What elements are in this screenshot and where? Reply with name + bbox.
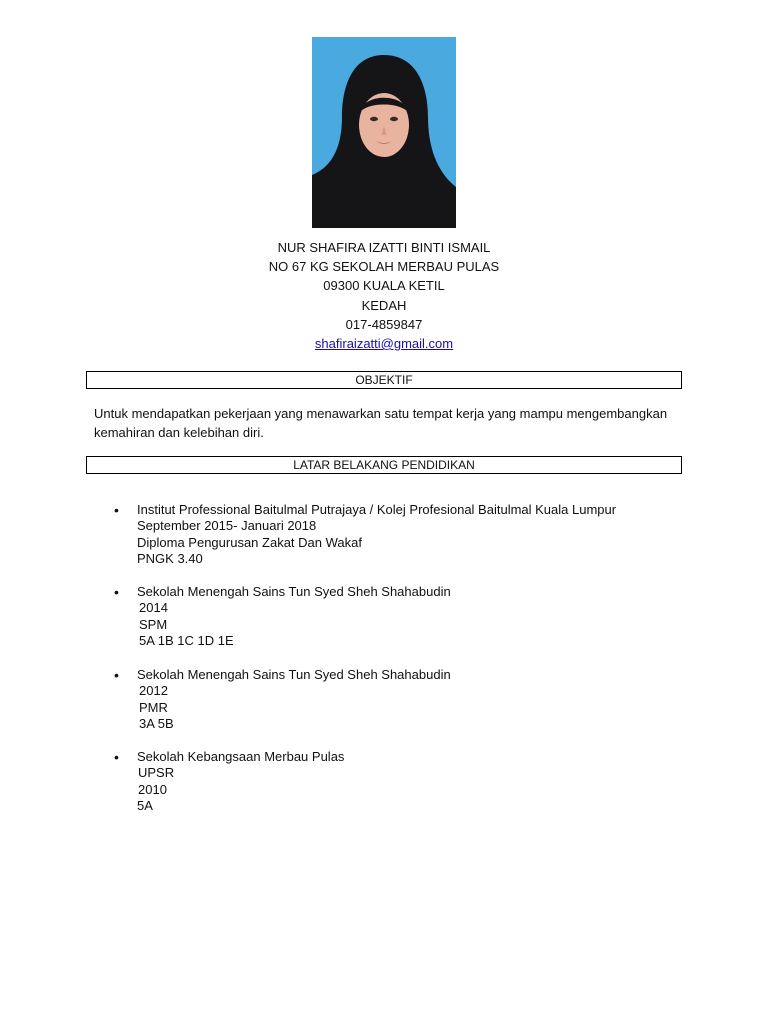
education-year: 2012 [139, 683, 168, 699]
phone-number: 017-4859847 [345, 316, 423, 332]
address-state: KEDAH [361, 297, 407, 313]
profile-photo [312, 37, 456, 228]
bullet-icon: • [114, 584, 119, 600]
address-line-1: NO 67 KG SEKOLAH MERBAU PULAS [268, 259, 500, 275]
education-result: PNGK 3.40 [137, 551, 203, 567]
institution-name: Sekolah Menengah Sains Tun Syed Sheh Shahabudin [137, 584, 451, 599]
bullet-icon: • [114, 667, 119, 683]
institution-name: Sekolah Menengah Sains Tun Syed Sheh Shahabudin [137, 667, 451, 682]
education-exam: PMR [139, 699, 168, 715]
education-exam: SPM [139, 616, 168, 632]
education-result: 5A 1B 1C 1D 1E [139, 633, 234, 649]
education-program: Diploma Pengurusan Zakat Dan Wakaf [137, 534, 362, 550]
address-line-2: 09300 KUALA KETIL [323, 278, 445, 294]
contact-header [0, 238, 768, 353]
institution-name: Sekolah Kebangsaan Merbau Pulas [137, 749, 345, 764]
education-year: 2010 [138, 781, 167, 797]
applicant-name: NUR SHAFIRA IZATTI BINTI ISMAIL [277, 240, 491, 255]
objective-paragraph: Untuk mendapatkan pekerjaan yang menawarkan satu tempat kerja yang mampu mengembangkan kemahiran dan kelebihan diri. [94, 406, 668, 440]
education-year: 2014 [139, 600, 168, 616]
bullet-icon: • [114, 749, 119, 765]
profile-photo-illustration [312, 37, 456, 228]
education-heading: LATAR BELAKANG PENDIDIKAN [86, 456, 682, 474]
institution-name: Institut Professional Baitulmal Putrajaya / Kolej Profesional Baitulmal Kuala Lumpur [137, 502, 617, 517]
email-link[interactable]: shafiraizatti@gmail.com [314, 335, 454, 351]
education-result: 3A 5B [139, 716, 174, 732]
education-period: September 2015- Januari 2018 [137, 518, 317, 534]
objective-heading: OBJEKTIF [86, 371, 682, 389]
education-exam: UPSR [138, 765, 175, 781]
education-result: 5A [137, 798, 153, 814]
bullet-icon: • [114, 502, 119, 518]
